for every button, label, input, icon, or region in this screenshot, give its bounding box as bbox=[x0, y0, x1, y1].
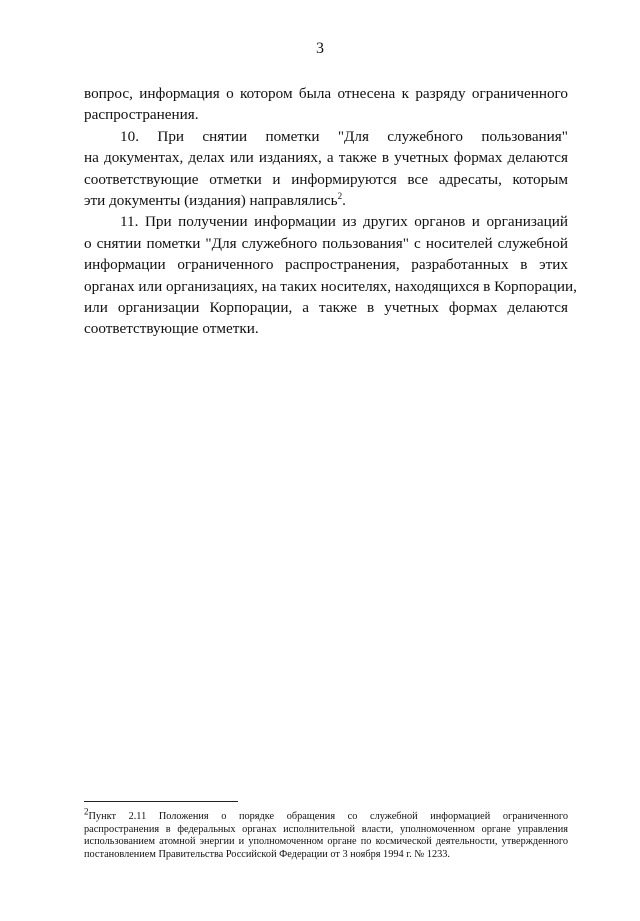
text-line: или организации Корпорации, а также в учетных формах делаются bbox=[84, 298, 568, 316]
footnote-reference: 2 bbox=[337, 190, 343, 201]
text-line: 11. При получении информации из других органов и организаций bbox=[120, 213, 568, 231]
text-line: органах или организациях, на таких носителях, находящихся в Корпорации, bbox=[84, 277, 577, 295]
text-fragment: . bbox=[342, 191, 346, 209]
footnote-line: постановлением Правительства Российской Федерации от 3 ноября 1994 г. № 1233. bbox=[84, 848, 451, 860]
text-line: соответствующие отметки. bbox=[84, 320, 259, 338]
paragraph-continuation bbox=[84, 83, 568, 126]
footnote-line: распространения в федеральных органах исполнительной власти, уполномоченном органе управления bbox=[84, 823, 568, 835]
text-line: 10. При снятии пометки "Для служебного пользования" bbox=[120, 127, 568, 145]
text-line bbox=[84, 190, 568, 211]
footnote bbox=[84, 806, 568, 861]
text-fragment: Пункт 2.11 Положения о порядке обращения со служебной информацией ограниченного bbox=[88, 811, 568, 822]
page-number: 3 bbox=[316, 40, 324, 57]
footnote-line: использованием атомной энергии и уполномоченном органе по космической деятельности, утвержденного bbox=[84, 836, 568, 848]
footnote-mark: 2 bbox=[84, 806, 89, 817]
text-line: на документах, делах или изданиях, а также в учетных формах делаются bbox=[84, 149, 568, 167]
text-line: распространения. bbox=[84, 106, 199, 124]
text-line: вопрос, информация о котором была отнесена к разряду ограниченного bbox=[84, 85, 568, 102]
text-fragment: эти документы (издания) направлялись bbox=[84, 191, 338, 209]
footnote-line bbox=[84, 806, 568, 824]
text-line: соответствующие отметки и информируются все адресаты, которым bbox=[84, 170, 568, 188]
paragraph-10 bbox=[84, 126, 568, 212]
paragraph-11 bbox=[84, 211, 577, 339]
document-body bbox=[84, 83, 577, 340]
text-line: о снятии пометки "Для служебного пользования" с носителей служебной bbox=[84, 234, 568, 252]
footnote-separator bbox=[84, 801, 238, 802]
text-line: информации ограниченного распространения, разработанных в этих bbox=[84, 256, 568, 274]
